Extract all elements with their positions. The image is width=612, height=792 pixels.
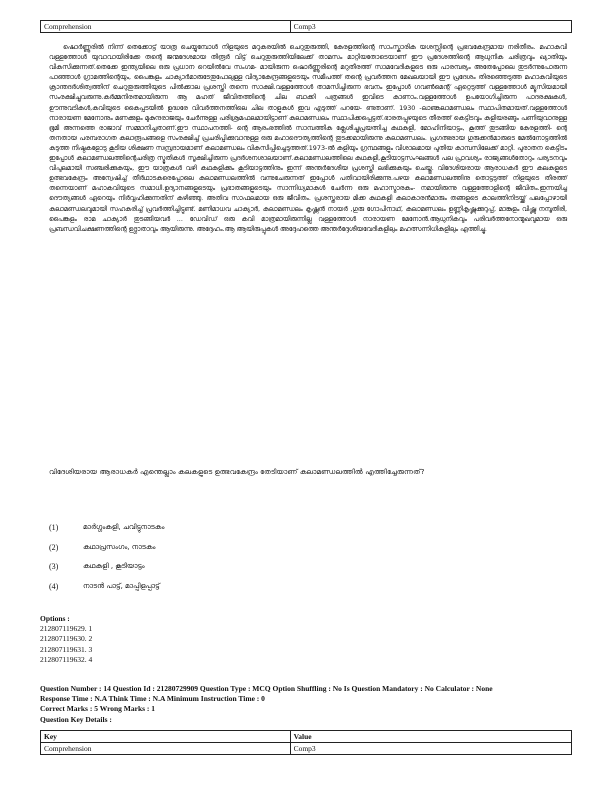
key-cell: Comprehension	[41, 743, 291, 755]
response-time-line: Response Time : N.A Think Time : N.A Minimum Instruction Time : 0	[40, 694, 265, 704]
option-number: (3)	[49, 562, 59, 572]
header-table	[40, 20, 572, 33]
option-text: കഥാപ്രസംഗം, നാടകം	[83, 542, 156, 551]
option-number: (1)	[49, 523, 59, 533]
option-id-item: 212807119631. 3	[40, 644, 93, 654]
option-4[interactable]	[49, 577, 549, 597]
option-text: കഥകളി , കൂടിയാട്ടം	[83, 562, 145, 571]
option-1[interactable]	[49, 518, 549, 538]
option-3[interactable]	[49, 557, 549, 577]
header-key-cell: Comprehension	[41, 21, 291, 33]
option-id-item: 212807119629. 1	[40, 624, 93, 634]
header-value-cell: Comp3	[290, 21, 571, 33]
value-header-cell: Value	[290, 731, 571, 743]
comprehension-passage: ഷൊർണ്ണൂരിൽ നിന്ന് തെക്കോട്ട് യാത്ര ചെയ്യുമ്പോൾ നിളയുടെ മറുകരയിൽ ചെറുതുരുത്തി, കേരളത്തിന്റെ സാംസ്കാരിക യശസ്സിന്റെ പ്രഭവകേന്ദ്രമായ നരിതീരം. മഹാകവി വള്ളത്തോൾ യുവാവായിരിക്കേ തന്റെ ജന്മദേശമായ തിരൂർ വിട്ട് ചെറുതുരുത്തിയിലേക്ക് താമസം മാറ്റിയതോടെയാണ് ഈ പ്രദേശത്തിന്റെ ആധുനിക ചരിത്രവും ഖ്യാതിയും വികസിക്കുന്നത്.തെക്കേ ഇന്ത്യയിലെ ഒരു പ്രധാന റെയിൽവേ സംഗമ- മായിരുന്ന ഷൊർണ്ണൂരിന്റെ മറുതീരത്ത് സാമവേദികളുടെ ഒരു പാരമ്പര്യം അതേപ്പോലെ തുടർന്നുപോരുന്ന പാഞ്ഞാൾ ഗ്രാമത്തിന്റെയും, പൈങ്കുളം ചാക്യാർമാരുടേതുപോലുള്ള വിദ്യാകേന്ദ്രങ്ങളുടെയും സമീപത്ത് തന്റെ പ്രവർത്തന മേഖലയായി ഈ പ്രദേശം തിരഞ്ഞെടുത്ത മഹാകവിയുടെ ക്രാന്തദർശിത്വത്തിന് ചെറുതുരുത്തിയുടെ പിൽക്കാല പ്രശസ്തി തന്നെ സാക്ഷി.വള്ളത്തോൾ താമസിച്ചിരുന്ന ഭവനം ഇപ്പോൾ ഗവൺമെന്റ് ഏറ്റെടുത്ത് വള്ളത്തോൾ മ്യൂസിയമായി സംരക്ഷിച്ചുവരുന്നു.കർമ്മനിരതമായിരുന്ന ആ മഹത് ജീവിതത്തിന്റെ ചില ബാക്കി പത്രങ്ങൾ ഇവിടെ കാണാം.വള്ളത്തോൾ ഉപയോഗിച്ചിരുന്ന പാദരക്ഷകൾ, ഊന്നുവടികൾ,കവിയുടെ കൈപ്പടയിൽ ഉദ്ധരേ വിവർത്തനത്തിലെ ചില താളുകൾ ഇവ എടുത്ത് പറയേ- ണ്ടതാണ്. 1930 -ലാണ്കലാമണ്ഡലം സ്ഥാപിതമായത്.വള്ളത്തോൾ നാരായണ മേനോനും മണക്കുളം മുകുന്ദരാജയും ചേർന്നുള്ള പരിശ്രമഫലമായിട്ടാണ് കലാമണ്ഡലം സ്ഥാപിക്കപ്പെട്ടത്.ഭാരതപ്പുഴയുടെ തീരത്ത് കെട്ടിടവും കളിയരങ്ങും പണിയുവാനുള്ള ഭൂമി അന്നത്തെ രാജാവ് സമ്മാനിച്ചതാണ്.ഈ സ്ഥാപനത്തി- ന്റെ ആരംഭത്തിൽ സാമ്പത്തിക ക്ലേശിച്ചുപ്രയത്നിച്ച കഥകളി, മോഹിനിയാട്ടം, കൂത്ത് തുടങ്ങിയ കേരളത്തി- ന്റെ തനതായ പരമ്പരാഗത കലാരൂപങ്ങളെ സംരക്ഷിച്ച് പ്രചരിപ്പിക്കുവാനുള്ള ഒരു മഹാദൌത്യത്തിന്റെ തുടക്കമായിരുന്നു കലാമണ്ഡലം. പ്രഗത്ഭരായ ഗുരുക്കൻമാരുടെ മേൽനോട്ടത്തിൽ കടുത്ത നിഷ്ഠകളോടു കൂടിയ ശിക്ഷണ സമ്പ്രദായമാണ് കലാമണ്ഡലം വികസിപ്പിച്ചെടുത്തത്.1973-ൽ കളിയും ഗ്രന്ഥങ്ങളും വിശാലമായ പുതിയ കാമ്പസിലേക്ക് മാറ്റി. പുരാതന കെട്ടിടം ഇപ്പോൾ കലാമണ്ഡലത്തിന്റെചരിത്ര സ്മൃതികൾ സൂക്ഷിച്ചിരുന്ന പ്രദർശനശാലയാണ്.കലാമണ്ഡലത്തിലെ കഥകളി,കൂടിയാട്ടസംഘങ്ങൾ പല പ്രാവശ്യം രാജ്യങ്ങൾതോറും പര്യടനവും വിപുലമായി സഞ്ചരിക്കുകയും, ഈ യാത്രകൾ വഴി കഥകളിക്കും കൂടിയാട്ടത്തിനും ഇന്ന് അന്തർദേശീയ പ്രശസ്തി ലഭിക്കുകയും ചെയ്തു. വിദേശിയരായ ആരാധകർ ഈ കലകളുടെ ഉത്ഭവകേന്ദ്രം അന്വേഷിച്ച് തീർഥാടകരെപ്പോലെ കലാമണ്ഡലത്തിൽ വന്നുചേരുന്നത് ഇപ്പോൾ പതിവായിരിക്കുന്നു.പഴയ കലാമണ്ഡലത്തിനു തൊട്ടടുത്ത് നിളയുടെ തീരത്ത് തന്നെയാണ് മഹാകവിയുടെ സമാധി.ഉദ്യാനങ്ങളുടെയും പ്രഭാതങ്ങളുടെയും സാന്നിധ്യമാകൾ ചേർന്ന ഒരു മഹാസ്മാരകം- നമായിരുന്നു വള്ളത്തോളിന്റെ ജീവിതം.ഇന്നയിച്ച ദൌത്യങ്ങൾ ഏറെയും നിർവ്വഹിക്കുന്നതിന് കഴിഞ്ഞു. അതിവ സാഫലമായ ഒരു ജീവിതം. പ്രശസ്തരായ മിക്ക കഥകളി കലാകാരൻമാരും തങ്ങളുടെ കാലത്തിനിടയ്ക്ക് പലപ്പോഴായി കലാമണ്ഡലവുമായി സഹകരിച്ച് പ്രവർത്തിച്ചിട്ടുണ്ട്. മണിമാധവ ചാക്യാർ, കലാമണ്ഡലം കൃഷ്ണൻ നായർ ,ഗുരു ഗോപിനാഥ്, കലാമണ്ഡലം ഉണ്ണികൃഷ്ണക്കുറുപ്പ്, മാങ്കുളം വിഷ്ണു നമ്പൂതിരി, പൈങ്കുളം രാമ ചാക്യാർ തുടങ്ങിയവർ ... ഡേവിഡ്‌ ഒരു കവി മാത്രമായിരുന്നില്ല വള്ളത്തോൾ നാരായണ മേനോൻ.ആധുനികവും പരിവർത്തനോന്മുഖവുമായ ഒരു പ്രബന്ധവിചക്ഷണത്തിന്റെ ഉദ്ഗാതാവും ആയിരുന്നു. അദ്ദേഹം.ആ ആയിരുപ്പുകൾ അദ്ദേഹത്തെ അന്തർദ്ദേശീയവേദികളിലും മഹത്സന്നിധികളിലും എത്തിച്ചു.	[49, 43, 567, 233]
marks-line: Correct Marks : 5 Wrong Marks : 1	[40, 704, 156, 714]
question-text: വിദേശിയരായ ആരാധകർ എന്തെല്ലാം കലകളുടെ ഉത്ഭവകേന്ദ്രം തേടിയാണ് കലാമണ്ഡലത്തിൽ എത്തിച്ചേരുന്നത്?	[49, 467, 425, 476]
option-text: നാടൻ പാട്ട്, മാപ്പിളപ്പാട്ട്	[83, 581, 160, 590]
question-info-line: Question Number : 14 Question Id : 21280729909 Question Type : MCQ Option Shuffling : No Is Question Mandatory : No Calculator : None	[40, 684, 493, 693]
option-number: (2)	[49, 542, 59, 552]
option-id-item: 212807119630. 2	[40, 634, 93, 644]
options-label: Options :	[40, 614, 70, 623]
key-details-heading: Question Key Details :	[40, 714, 112, 724]
option-ids-list	[40, 614, 92, 665]
option-id-item: 212807119632. 4	[40, 654, 93, 664]
option-number: (4)	[49, 581, 59, 591]
option-text: മാർഗ്ഗംകളി, ചവിട്ടുനാടകം	[83, 523, 165, 532]
answer-options	[49, 518, 549, 596]
question-metadata	[40, 684, 580, 725]
option-2[interactable]	[49, 538, 549, 558]
key-header-cell: Key	[41, 731, 291, 743]
value-cell: Comp3	[290, 743, 571, 755]
key-details-table	[40, 730, 572, 755]
